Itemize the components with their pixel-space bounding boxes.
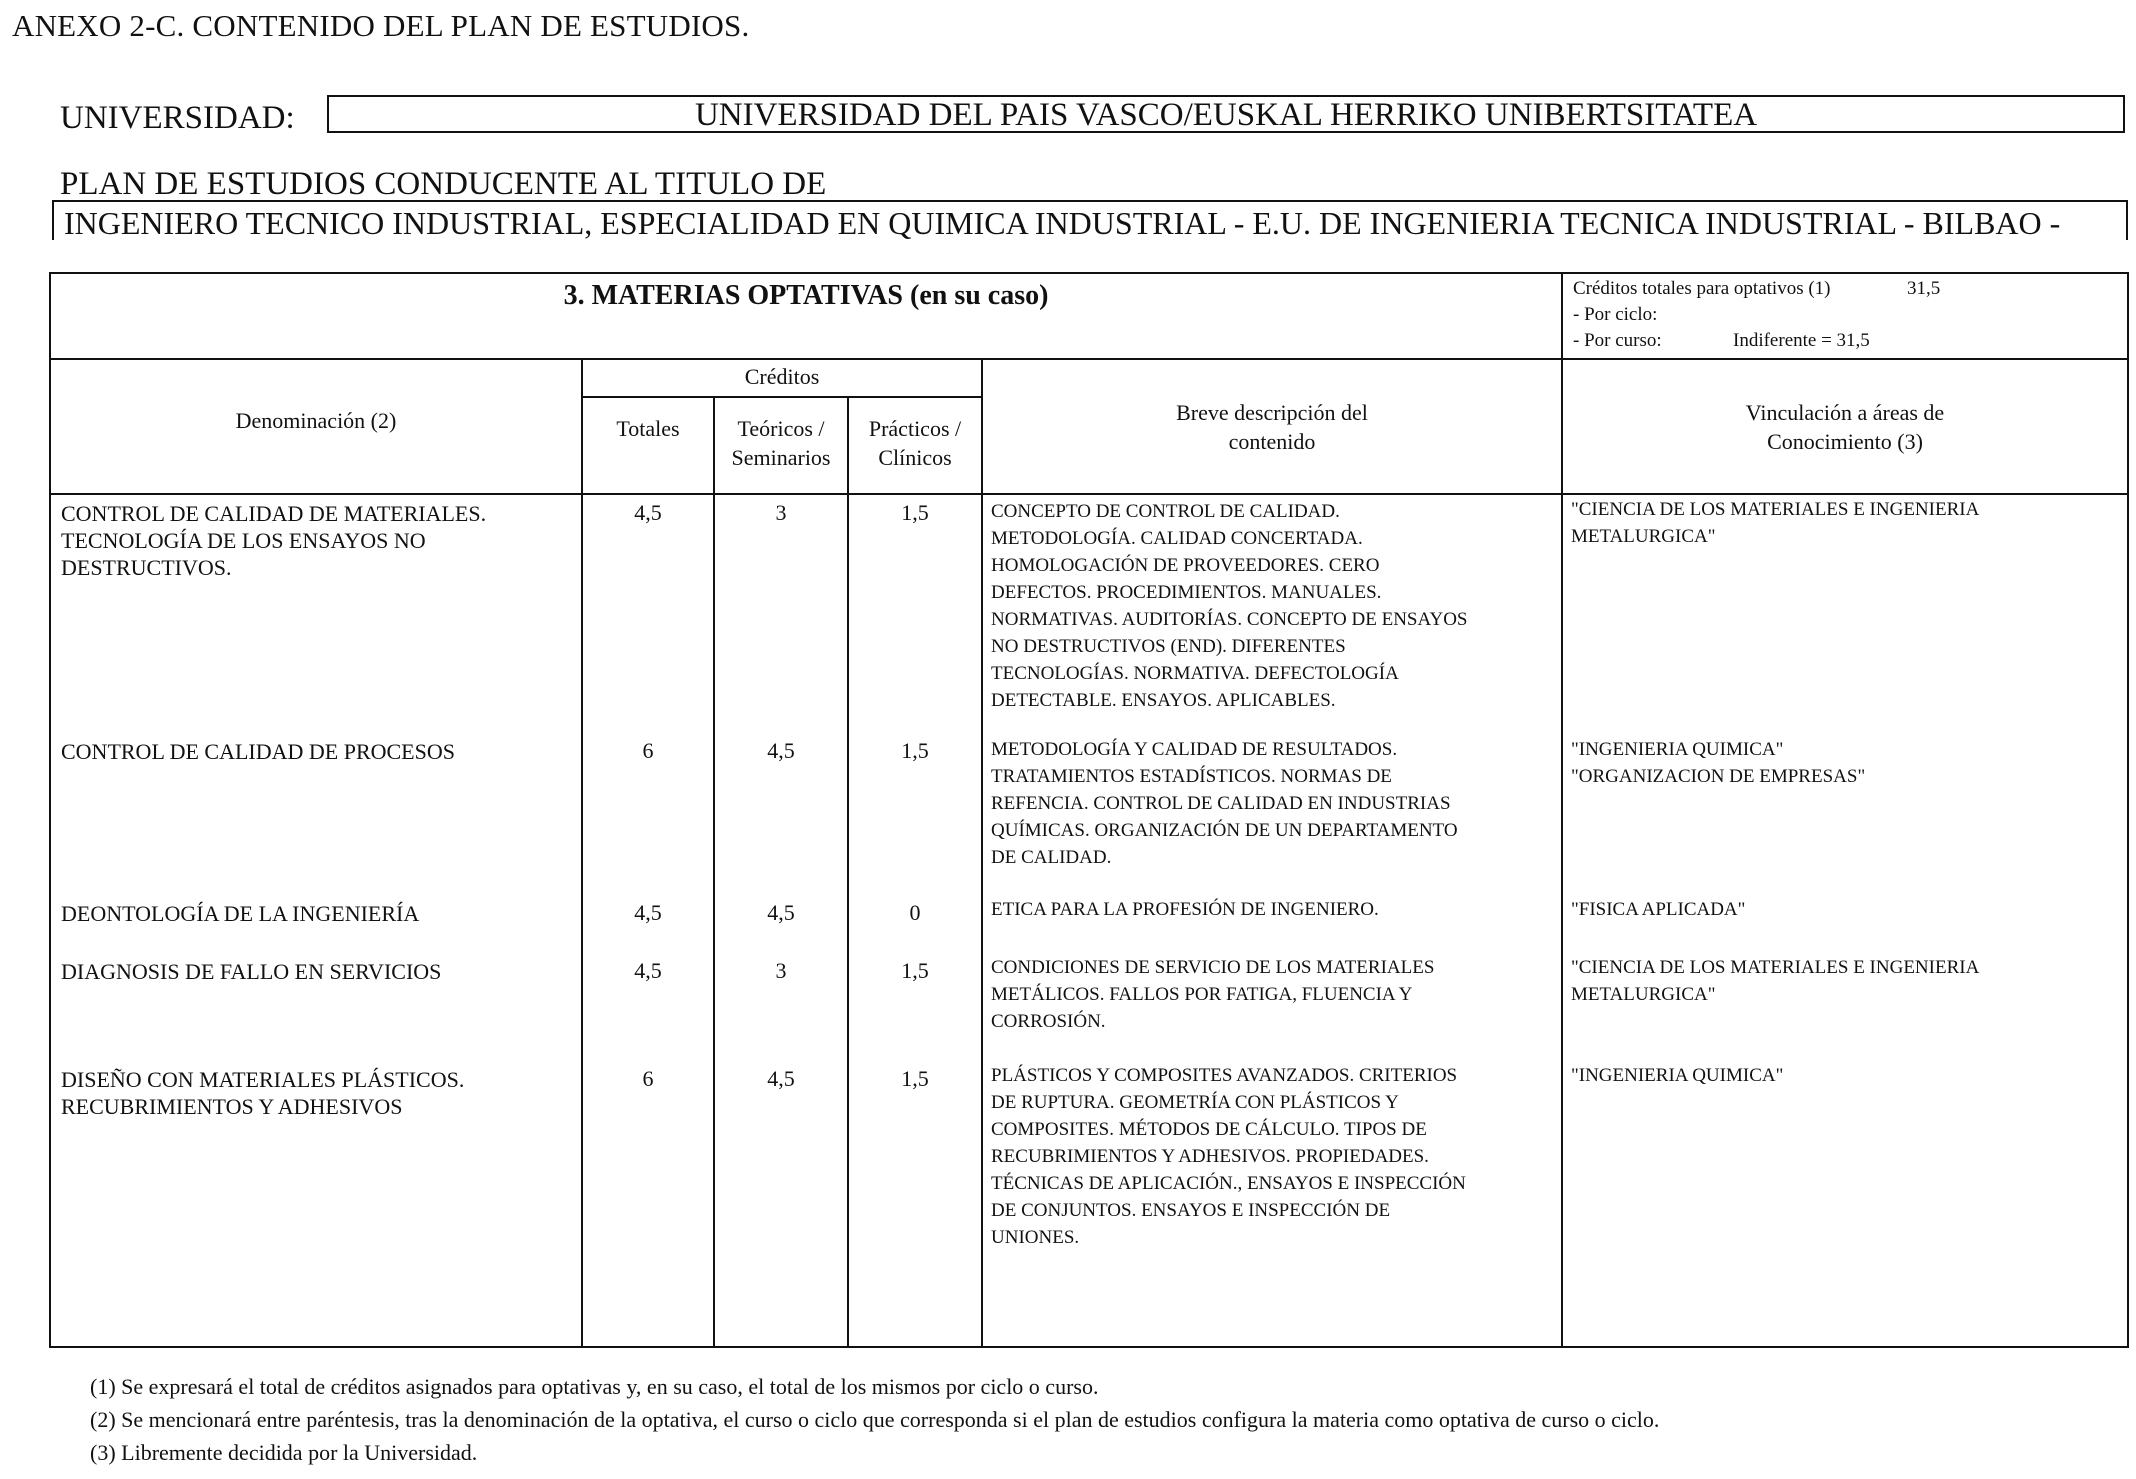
- row-teoricos: 4,5: [767, 900, 795, 925]
- row-teoricos: 3: [775, 958, 787, 983]
- desc-line: RECUBRIMIENTOS Y ADHESIVOS. PROPIEDADES.: [991, 1146, 1429, 1167]
- row-practicos: 1,5: [901, 738, 929, 763]
- row-practicos: 0: [909, 900, 921, 925]
- desc-line: ETICA PARA LA PROFESIÓN DE INGENIERO.: [991, 899, 1379, 920]
- desc-line: METODOLOGÍA. CALIDAD CONCERTADA.: [991, 528, 1363, 549]
- header-creditos: Créditos: [744, 364, 820, 389]
- credit-totals: [1561, 274, 2127, 358]
- desc-line: NO DESTRUCTIVOS (END). DIFERENTES: [991, 636, 1346, 657]
- area-line: "CIENCIA DE LOS MATERIALES E INGENIERIA: [1571, 957, 1980, 978]
- row-area: [1571, 496, 2091, 550]
- header-teoricos-line1: Teóricos /: [737, 416, 825, 441]
- name-line: DIAGNOSIS DE FALLO EN SERVICIOS: [61, 959, 442, 984]
- row-practicos: 1,5: [901, 958, 929, 983]
- row-practicos: 1,5: [901, 500, 929, 525]
- row-area: [1571, 736, 2091, 790]
- header-practicos-line1: Prácticos /: [868, 416, 962, 441]
- header-teoricos-line2: Seminarios: [731, 445, 831, 470]
- totals-label: Créditos totales para optativos (1): [1573, 278, 1831, 299]
- desc-line: METÁLICOS. FALLOS POR FATIGA, FLUENCIA Y: [991, 984, 1413, 1005]
- row-totales: 4,5: [634, 500, 662, 525]
- row-description: [991, 736, 1561, 871]
- name-line: DEONTOLOGÍA DE LA INGENIERÍA: [61, 901, 420, 926]
- university-name-box: UNIVERSIDAD DEL PAIS VASCO/EUSKAL HERRIKO UNIBERTSITATEA: [327, 95, 2125, 133]
- desc-line: PLÁSTICOS Y COMPOSITES AVANZADOS. CRITERIOS: [991, 1065, 1458, 1086]
- row-totales: 6: [642, 738, 654, 763]
- table-row-name: [61, 1066, 576, 1120]
- plan-label: PLAN DE ESTUDIOS CONDUCENTE AL TITULO DE: [60, 166, 827, 202]
- per-cycle-label: - Por ciclo:: [1573, 304, 1658, 325]
- desc-line: COMPOSITES. MÉTODOS DE CÁLCULO. TIPOS DE: [991, 1119, 1427, 1140]
- area-line: METALURGICA": [1571, 526, 1716, 547]
- row-totales: 4,5: [634, 958, 662, 983]
- header-divider: [51, 358, 2127, 360]
- area-line: "INGENIERIA QUIMICA": [1571, 739, 1784, 760]
- header-teoricos: [715, 414, 847, 472]
- row-totales: 4,5: [634, 900, 662, 925]
- header-vinculacion: [1563, 398, 2127, 456]
- per-course-label: - Por curso:: [1573, 330, 1662, 351]
- name-line: TECNOLOGÍA DE LOS ENSAYOS NO: [61, 528, 426, 553]
- footnote-2: (2) Se mencionará entre paréntesis, tras la denominación de la optativa, el curso o ciclo que corresponda si el plan de estudios configura la materia como optativa de curso o ciclo.: [90, 1407, 1660, 1432]
- table-row-name: [61, 900, 576, 927]
- row-teoricos: 4,5: [767, 1066, 795, 1091]
- header-totales: Totales: [616, 416, 680, 441]
- row-area: [1571, 954, 2091, 1008]
- row-description: [991, 896, 1561, 923]
- desc-line: CONDICIONES DE SERVICIO DE LOS MATERIALES: [991, 957, 1435, 978]
- col-divider-3: [847, 396, 849, 1346]
- area-line: "INGENIERIA QUIMICA": [1571, 1065, 1784, 1086]
- table-row-name: [61, 958, 576, 985]
- header-denominacion: Denominación (2): [235, 408, 397, 433]
- name-line: DESTRUCTIVOS.: [61, 555, 232, 580]
- area-line: METALURGICA": [1571, 984, 1716, 1005]
- name-line: DISEÑO CON MATERIALES PLÁSTICOS.: [61, 1067, 465, 1092]
- totals-value: 31,5: [1907, 278, 1941, 299]
- header-descripcion: [983, 398, 1561, 456]
- header-descripcion-line1: Breve descripción del: [1176, 400, 1368, 425]
- table-row-name: [61, 500, 576, 581]
- desc-line: HOMOLOGACIÓN DE PROVEEDORES. CERO: [991, 555, 1380, 576]
- table-row-name: [61, 738, 576, 765]
- desc-line: DEFECTOS. PROCEDIMIENTOS. MANUALES.: [991, 582, 1382, 603]
- desc-line: UNIONES.: [991, 1227, 1080, 1248]
- optional-subjects-table: [49, 272, 2129, 1348]
- desc-line: REFENCIA. CONTROL DE CALIDAD EN INDUSTRIAS: [991, 793, 1451, 814]
- footnote-1: (1) Se expresará el total de créditos asignados para optativas y, en su caso, el total de los mismos por ciclo o curso.: [90, 1374, 1099, 1399]
- desc-line: METODOLOGÍA Y CALIDAD DE RESULTADOS.: [991, 739, 1398, 760]
- column-header-divider: [51, 493, 2127, 495]
- area-line: "FISICA APLICADA": [1571, 899, 1746, 920]
- name-line: CONTROL DE CALIDAD DE MATERIALES.: [61, 501, 487, 526]
- per-course-value: Indiferente = 31,5: [1733, 330, 1870, 351]
- desc-line: DE CONJUNTOS. ENSAYOS E INSPECCIÓN DE: [991, 1200, 1391, 1221]
- row-area: [1571, 1062, 2091, 1089]
- header-descripcion-line2: contenido: [1228, 429, 1316, 454]
- credits-divider: [581, 396, 983, 398]
- footnote-3: (3) Libremente decidida por la Universidad.: [90, 1440, 478, 1465]
- footnotes: [90, 1370, 1659, 1469]
- desc-line: TÉCNICAS DE APLICACIÓN., ENSAYOS E INSPECCIÓN: [991, 1173, 1466, 1194]
- row-area: [1571, 896, 2091, 923]
- desc-line: QUÍMICAS. ORGANIZACIÓN DE UN DEPARTAMENTO: [991, 820, 1458, 841]
- desc-line: CORROSIÓN.: [991, 1011, 1106, 1032]
- header-practicos: [849, 414, 981, 472]
- col-divider-4: [981, 358, 983, 1346]
- row-practicos: 1,5: [901, 1066, 929, 1091]
- area-line: "CIENCIA DE LOS MATERIALES E INGENIERIA: [1571, 499, 1980, 520]
- section-title: 3. MATERIAS OPTATIVAS (en su caso): [563, 280, 1049, 311]
- header-vinculacion-line2: Conocimiento (3): [1767, 429, 1923, 454]
- row-teoricos: 3: [775, 500, 787, 525]
- header-vinculacion-line1: Vinculación a áreas de: [1745, 400, 1945, 425]
- desc-line: TECNOLOGÍAS. NORMATIVA. DEFECTOLOGÍA: [991, 663, 1399, 684]
- desc-line: NORMATIVAS. AUDITORÍAS. CONCEPTO DE ENSAYOS: [991, 609, 1468, 630]
- desc-line: TRATAMIENTOS ESTADÍSTICOS. NORMAS DE: [991, 766, 1392, 787]
- header-practicos-line2: Clínicos: [878, 445, 952, 470]
- row-totales: 6: [642, 1066, 654, 1091]
- row-description: [991, 954, 1561, 1035]
- name-line: RECUBRIMIENTOS Y ADHESIVOS: [61, 1094, 403, 1119]
- desc-line: DE RUPTURA. GEOMETRÍA CON PLÁSTICOS Y: [991, 1092, 1399, 1113]
- desc-line: DE CALIDAD.: [991, 847, 1112, 868]
- desc-line: DETECTABLE. ENSAYOS. APLICABLES.: [991, 690, 1336, 711]
- name-line: CONTROL DE CALIDAD DE PROCESOS: [61, 739, 455, 764]
- col-divider-2: [713, 396, 715, 1346]
- annex-title: ANEXO 2-C. CONTENIDO DEL PLAN DE ESTUDIOS.: [12, 8, 750, 43]
- degree-title-box: INGENIERO TECNICO INDUSTRIAL, ESPECIALIDAD EN QUIMICA INDUSTRIAL - E.U. DE INGENIERIA TECNICA INDUSTRIAL - BILBAO -: [52, 200, 2128, 240]
- desc-line: CONCEPTO DE CONTROL DE CALIDAD.: [991, 501, 1340, 522]
- row-description: [991, 1062, 1561, 1251]
- row-description: [991, 498, 1561, 714]
- university-label: UNIVERSIDAD:: [60, 100, 295, 136]
- area-line: "ORGANIZACION DE EMPRESAS": [1571, 766, 1866, 787]
- row-teoricos: 4,5: [767, 738, 795, 763]
